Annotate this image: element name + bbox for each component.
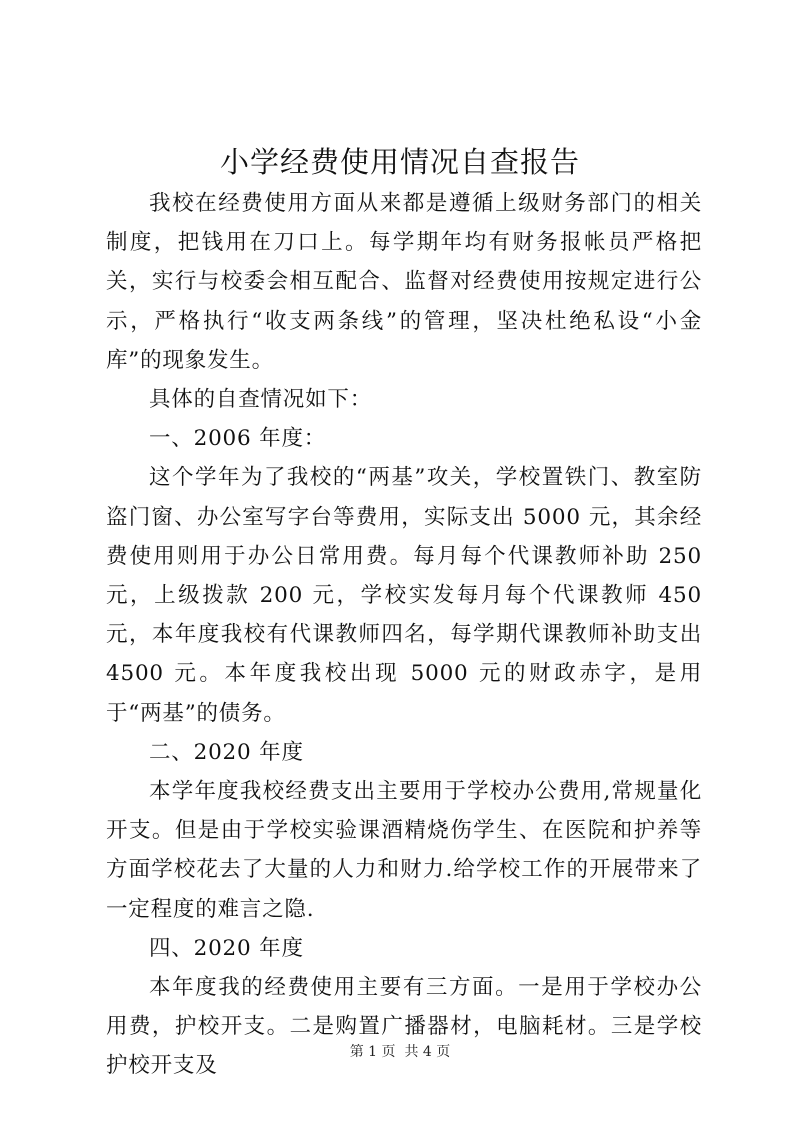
section-heading-2020-a: 二、2020 年度	[149, 739, 304, 765]
document-body	[106, 184, 702, 1086]
document-title: 小学经费使用情况自查报告	[219, 145, 580, 179]
page-footer	[0, 1042, 800, 1062]
paragraph-intro: 我校在经费使用方面从来都是遵循上级财务部门的相关制度，把钱用在刀口上。每学期年均有财务报帐员严格把关，实行与校委会相互配合、监督对经费使用按规定进行公示，严格执行“收支两条线”的管理，坚决杜绝私设“小金库”的现象发生。	[106, 191, 702, 373]
section-heading-2006: 一、2006 年度：	[149, 426, 327, 452]
paragraph-2020-b: 本年度我的经费使用主要有三方面。一是用于学校办公用费，护校开支。二是购置广播器材，电脑耗材。三是学校护校开支及	[106, 975, 702, 1079]
page-number-label: 第 1 页 共 4 页	[349, 1044, 451, 1060]
paragraph-2020-a: 本学年度我校经费支出主要用于学校办公费用,常规量化开支。但是由于学校实验课酒精烧伤学生、在医院和护养等方面学校花去了大量的人力和财力.给学校工作的开展带来了一定程度的难言之隐.	[106, 779, 702, 922]
section-heading-2020-b: 四、2020 年度	[149, 935, 304, 961]
paragraph-2006: 这个学年为了我校的“两基”攻关，学校置铁门、教室防盗门窗、办公室写字台等费用，实际支出 5000 元，其余经费使用则用于办公日常用费。每月每个代课教师补助 250 元，上级拨款 200 元，学校实发每月每个代课教师 450 元，本年度我校有代课教师四名，每学期代课教师补助支出 4500 元。本年度我校出现 5000 元的财政赤字，是用于“两基”的债务。	[106, 465, 702, 726]
paragraph-summary-lead: 具体的自查情况如下：	[149, 387, 373, 413]
